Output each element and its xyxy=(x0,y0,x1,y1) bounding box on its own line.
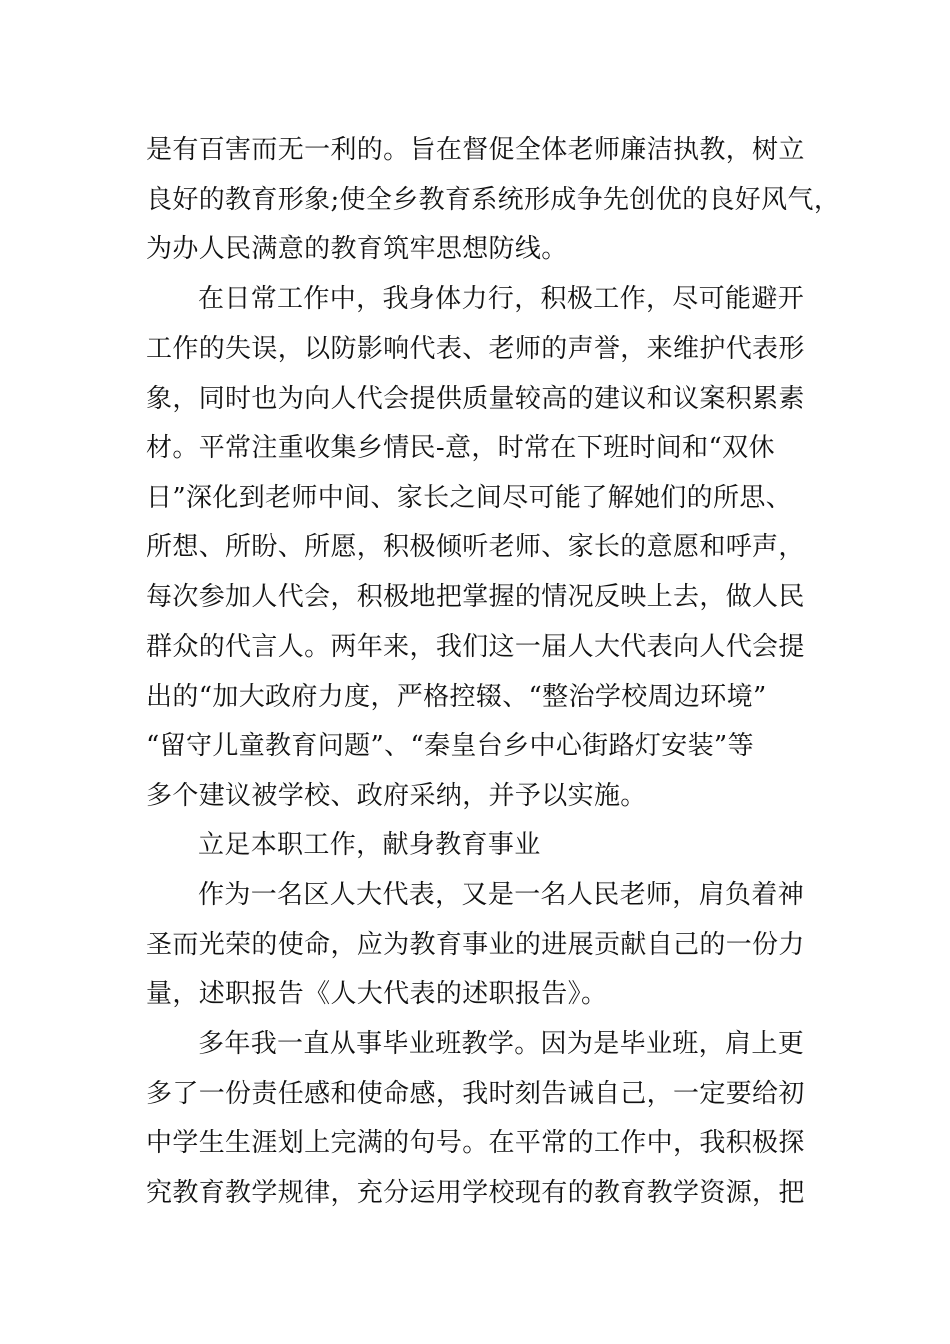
text-line: 究教育教学规律，充分运用学校现有的教育教学资源，把 xyxy=(146,1178,805,1208)
text-line: 多了一份责任感和使命感，我时刻告诫自己，一定要给初 xyxy=(146,1079,805,1109)
text-line: 良好的教育形象;使全乡教育系统形成争先创优的良好风气， xyxy=(146,185,841,215)
text-line: 为办人民满意的教育筑牢思想防线。 xyxy=(146,234,568,264)
text-line: 圣而光荣的使命，应为教育事业的进展贡献自己的一份力 xyxy=(146,930,805,960)
paragraph-first-line: 作为一名区人大代表，又是一名人民老师，肩负着神 xyxy=(198,880,805,910)
text-line: 量，述职报告《人大代表的述职报告》。 xyxy=(146,979,608,1009)
text-line: 每次参加人代会，积极地把掌握的情况反映上去，做人民 xyxy=(146,582,805,612)
text-line: 出的“加大政府力度，严格控辍、“整治学校周边环境” xyxy=(146,682,767,712)
text-line: 是有百害而无一利的。旨在督促全体老师廉洁执教，树立 xyxy=(146,135,805,165)
text-line: “留守儿童教育问题”、“秦皇台乡中心街路灯安装”等 xyxy=(146,731,754,761)
text-line: 多个建议被学校、政府采纳，并予以实施。 xyxy=(146,781,647,811)
text-line: 中学生生涯划上完满的句号。在平常的工作中，我积极探 xyxy=(146,1128,805,1158)
text-line: 材。平常注重收集乡情民-意，时常在下班时间和“双休 xyxy=(146,433,775,463)
text-line: 象，同时也为向人代会提供质量较高的建议和议案积累素 xyxy=(146,384,805,414)
paragraph-first-line: 多年我一直从事毕业班教学。因为是毕业班，肩上更 xyxy=(198,1029,805,1059)
text-line: 群众的代言人。两年来，我们这一届人大代表向人代会提 xyxy=(146,632,805,662)
text-line: 工作的失误，以防影响代表、老师的声誉，来维护代表形 xyxy=(146,334,805,364)
text-line: 日”深化到老师中间、家长之间尽可能了解她们的所思、 xyxy=(146,483,793,513)
section-heading: 立足本职工作，献身教育事业 xyxy=(198,830,541,860)
paragraph-first-line: 在日常工作中，我身体力行，积极工作，尽可能避开 xyxy=(198,284,805,314)
text-line: 所想、所盼、所愿，积极倾听老师、家长的意愿和呼声， xyxy=(146,532,805,562)
